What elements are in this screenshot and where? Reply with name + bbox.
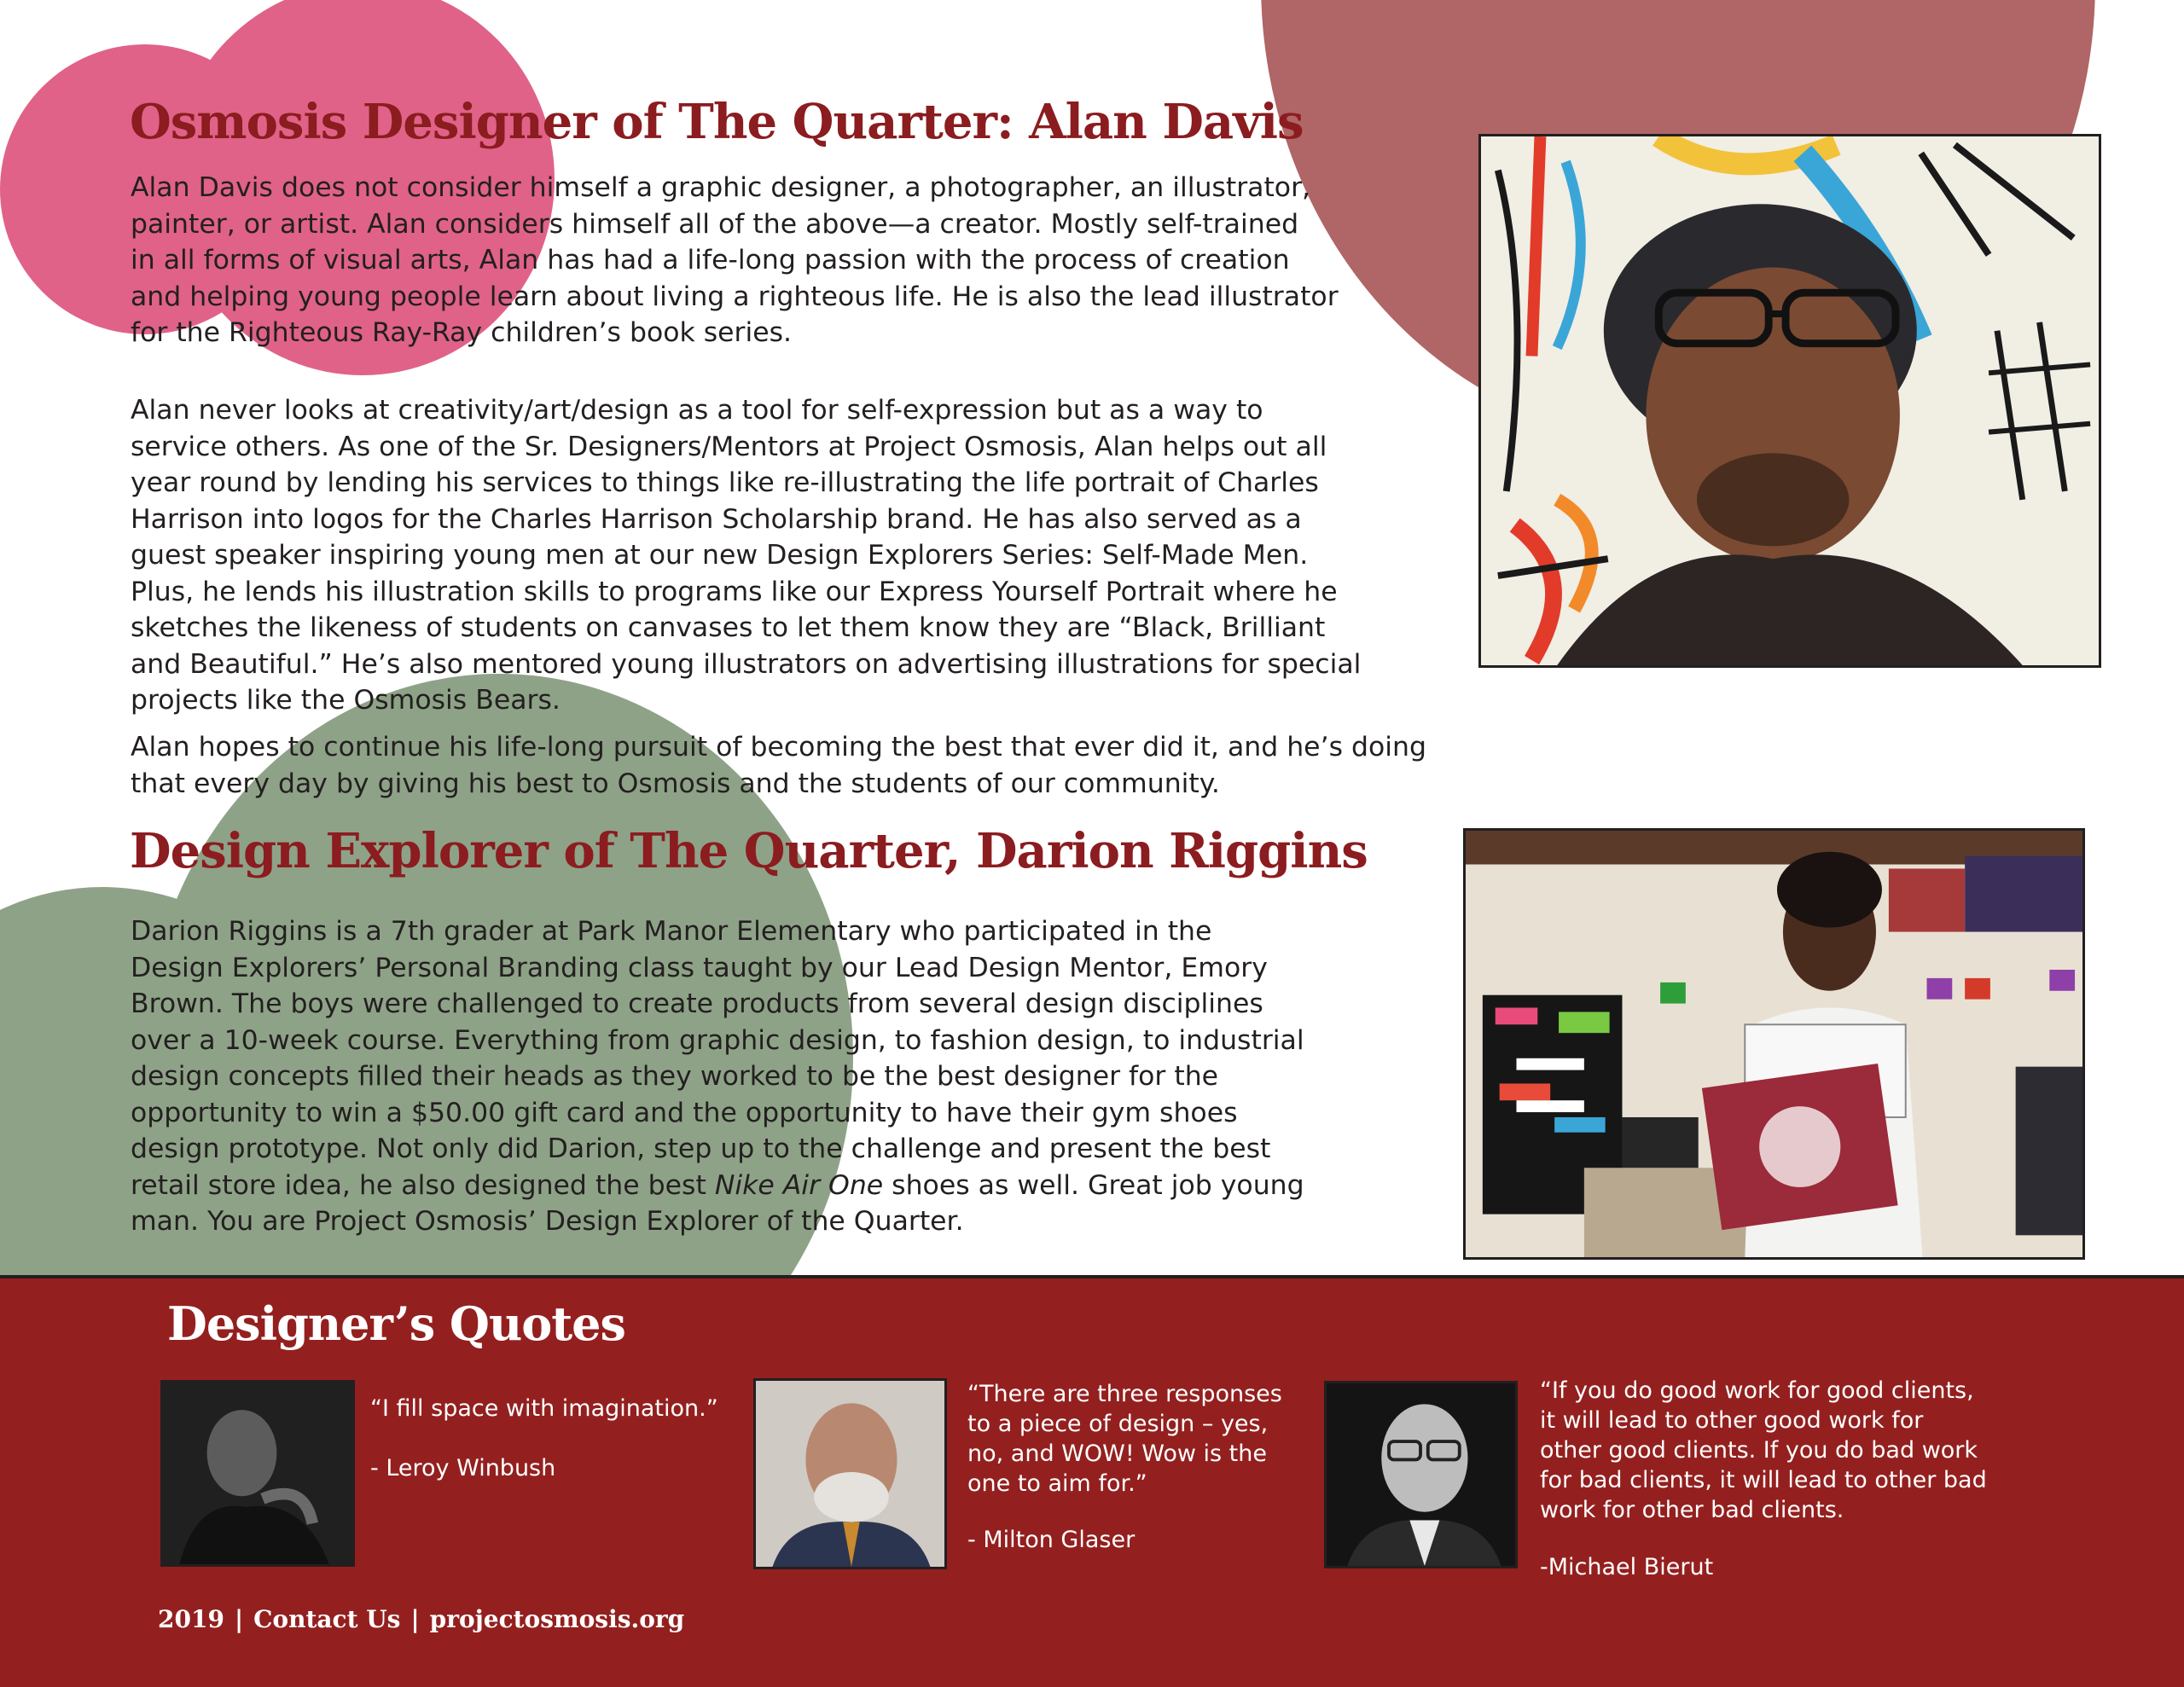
text-line: over a 10-week course. Everything from graphic design, to fashion design, to industrial (131, 1024, 1304, 1056)
text-segment: retail store idea, he also designed the best (131, 1169, 715, 1201)
text-line (131, 1168, 1461, 1204)
text-line: Harrison into logos for the Charles Harrison Scholarship brand. He has also served as a (131, 503, 1302, 535)
designer-of-quarter-title: Osmosis Designer of The Quarter: Alan Davis (130, 94, 1304, 150)
text-line: design prototype. Not only did Darion, step up to the challenge and present the best (131, 1133, 1271, 1164)
text-line: man. You are Project Osmosis’ Design Explorer of the Quarter. (131, 1206, 964, 1237)
design-explorer-title: Design Explorer of The Quarter, Darion Riggins (130, 823, 1368, 879)
text-line: sketches the likeness of students on canvases to let them know they are “Black, Brilliant (131, 612, 1326, 643)
text-line: that every day by giving his best to Osmosis and the students of our community. (131, 768, 1220, 799)
text-line: Brown. The boys were challenged to create products from several design disciplines (131, 988, 1263, 1019)
footer-separator: | (410, 1605, 420, 1633)
footer-separator: | (234, 1605, 244, 1633)
darion-riggins-photo (1463, 828, 2085, 1260)
text-line: and Beautiful.” He’s also mentored young illustrators on advertising illustrations for special (131, 648, 1362, 680)
text-line: painter, or artist. Alan considers himself all of the above—a creator. Mostly self-trained (131, 208, 1299, 240)
text-line: Darion Riggins is a 7th grader at Park Manor Elementary who participated in the (131, 916, 1212, 947)
alan-closing-paragraph (131, 729, 1513, 802)
text-line: in all forms of visual arts, Alan has had a life-long passion with the process of creation (131, 245, 1290, 275)
quote-line: for bad clients, it will lead to other bad (1540, 1467, 1987, 1493)
text-line: design concepts filled their heads as they worked to be the best designer for the (131, 1061, 1219, 1092)
footer-year: 2019 (158, 1605, 224, 1633)
michael-bierut-photo (1324, 1381, 1518, 1568)
text-segment: shoes as well. Great job young (883, 1169, 1304, 1201)
page-footer (158, 1605, 684, 1633)
leroy-winbush-photo (160, 1380, 355, 1567)
darion-paragraph (131, 913, 1461, 1240)
quote-text (370, 1394, 718, 1423)
alan-intro-paragraph (131, 170, 1461, 351)
text-line: service others. As one of the Sr. Designers/Mentors at Project Osmosis, Alan helps out all (131, 431, 1327, 462)
alan-service-paragraph (131, 392, 1461, 719)
website-link[interactable]: projectosmosis.org (429, 1605, 685, 1633)
text-line: year round by lending his services to things like re-illustrating the life portrait of Charles (131, 467, 1319, 498)
designer-quotes-title: Designer’s Quotes (167, 1296, 625, 1351)
quote-line: “If you do good work for good clients, (1540, 1377, 1974, 1404)
text-line: Alan Davis does not consider himself a graphic designer, a photographer, an illustrator, (131, 172, 1311, 203)
contact-us-link[interactable]: Contact Us (253, 1605, 401, 1633)
quote-line: “I fill space with imagination.” (370, 1395, 718, 1422)
quote-line: one to aim for.” (967, 1470, 1147, 1497)
quote-author: -Michael Bierut (1540, 1554, 1714, 1580)
quote-text (967, 1379, 1282, 1499)
text-line: guest speaker inspiring young men at our new Design Explorers Series: Self-Made Men. (131, 540, 1309, 571)
text-line: Alan hopes to continue his life-long pursuit of becoming the best that ever did it, and he’s doing (131, 732, 1426, 762)
text-line: Design Explorers’ Personal Branding class taught by our Lead Design Mentor, Emory (131, 952, 1268, 983)
quote-author: - Milton Glaser (967, 1527, 1136, 1553)
text-line: projects like the Osmosis Bears. (131, 685, 561, 716)
text-line: and helping young people learn about living a righteous life. He is also the lead illustrator (131, 281, 1339, 312)
text-line: Plus, he lends his illustration skills to programs like our Express Yourself Portrait where he (131, 576, 1338, 607)
quote-line: work for other bad clients. (1540, 1497, 1844, 1523)
product-name: Nike Air One (714, 1169, 884, 1201)
text-line: opportunity to win a $50.00 gift card and the opportunity to have their gym shoes (131, 1097, 1238, 1128)
quote-line: to a piece of design – yes, (967, 1411, 1269, 1437)
text-line: Alan never looks at creativity/art/design as a tool for self-expression but as a way to (131, 395, 1263, 426)
quote-line: no, and WOW! Wow is the (967, 1441, 1267, 1467)
quote-author: - Leroy Winbush (370, 1455, 556, 1481)
quote-line: “There are three responses (967, 1381, 1282, 1407)
quote-text (1540, 1376, 1987, 1525)
quote-line: other good clients. If you do bad work (1540, 1437, 1978, 1464)
alan-davis-photo (1478, 134, 2101, 668)
quote-line: it will lead to other good work for (1540, 1407, 1924, 1434)
milton-glaser-photo (753, 1378, 947, 1569)
text-line: for the Righteous Ray-Ray children’s book series. (131, 317, 793, 348)
